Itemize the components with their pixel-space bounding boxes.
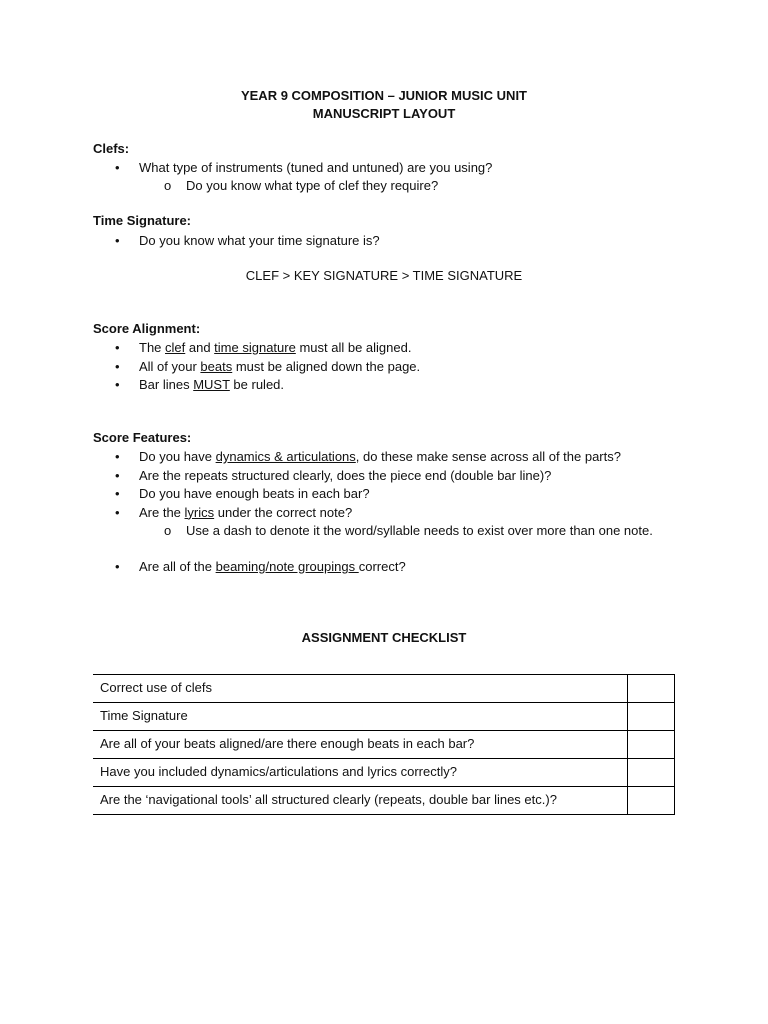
list-item: • Are the repeats structured clearly, does the piece end (double bar line)? [93,467,713,486]
checkbox[interactable] [628,675,675,703]
score-alignment-list [93,339,693,395]
bullet-icon: • [115,559,120,574]
clefs-sublist [140,177,690,196]
bullet-icon: • [115,233,120,248]
checkbox[interactable] [628,731,675,759]
list-item: • All of your beats must be aligned down the page. [93,358,693,377]
score-features-heading: Score Features: [93,430,192,445]
checklist-item: Are all of your beats aligned/are there enough beats in each bar? [93,731,628,759]
list-item: • Do you know what your time signature is? [93,232,693,251]
signature-order-line: CLEF > KEY SIGNATURE > TIME SIGNATURE [245,268,523,283]
checkbox[interactable] [628,759,675,787]
list-item: • What type of instruments (tuned and untuned) are you using? [93,159,693,178]
list-item: • Bar lines MUST be ruled. [93,376,693,395]
table-row [93,731,675,759]
score-features-list [93,448,713,522]
bullet-icon: • [115,340,120,355]
bullet-icon: • [115,449,120,464]
list-item: • Are the lyrics under the correct note? [93,504,713,523]
clefs-list [93,159,693,178]
time-signature-list [93,232,693,251]
checklist-title: ASSIGNMENT CHECKLIST [301,630,467,645]
document-title: YEAR 9 COMPOSITION – JUNIOR MUSIC UNIT [240,88,528,103]
list-item: • Do you have enough beats in each bar? [93,485,713,504]
list-item: • Do you have dynamics & articulations, do these make sense across all of the parts? [93,448,713,467]
clefs-heading: Clefs: [93,141,130,156]
document-subtitle: MANUSCRIPT LAYOUT [312,106,456,121]
sub-bullet-icon: o [164,523,172,538]
bullet-icon: • [115,377,120,392]
assignment-checklist-table [93,674,675,815]
bullet-icon: • [115,160,120,175]
table-row [93,759,675,787]
bullet-icon: • [115,486,120,501]
list-item: o Do you know what type of clef they require? [140,177,690,196]
sub-bullet-icon: o [164,178,172,193]
checklist-item: Have you included dynamics/articulations and lyrics correctly? [93,759,628,787]
bullet-icon: • [115,358,120,374]
checkbox[interactable] [628,787,675,815]
table-row [93,787,675,815]
table-row [93,703,675,731]
list-item: • The clef and time signature must all be aligned. [93,339,693,358]
list-item: o Use a dash to denote it the word/syllable needs to exist over more than one note. [140,522,675,541]
checklist-item: Correct use of clefs [93,675,628,703]
checkbox[interactable] [628,703,675,731]
table-row [93,675,675,703]
checklist-item: Time Signature [93,703,628,731]
time-signature-heading: Time Signature: [93,213,192,228]
bullet-icon: • [115,467,120,483]
score-alignment-heading: Score Alignment: [93,321,201,336]
score-features-sublist [140,522,675,541]
score-features-list-end [93,558,693,577]
bullet-icon: • [115,504,120,520]
list-item: • Are all of the beaming/note groupings correct? [93,558,693,577]
checklist-item: Are the ‘navigational tools’ all structured clearly (repeats, double bar lines etc.)? [93,787,628,815]
